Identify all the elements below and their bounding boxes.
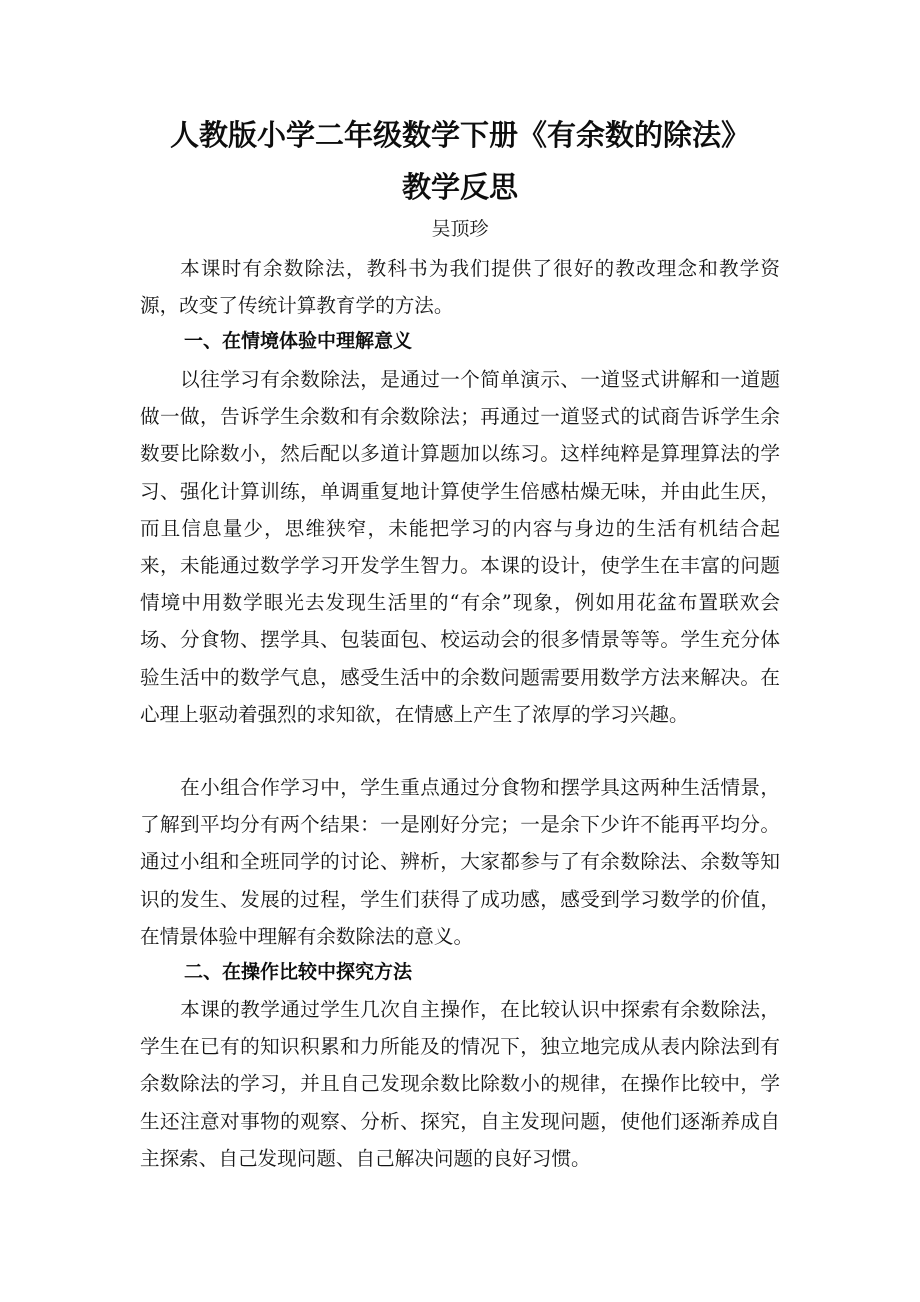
section2-heading: 二、在操作比较中探究方法 xyxy=(184,961,413,983)
document-title-line2: 教学反思 xyxy=(401,170,518,204)
intro-paragraph: 本课时有余数除法，教科书为我们提供了很好的教改理念和教学资源，改变了传统计算教育学的方法。 xyxy=(140,257,780,318)
section2-paragraph-1: 本课的教学通过学生几次自主操作，在比较认识中探索有余数除法，学生在已有的知识积累和力所能及的情况下，独立地完成从表内除法到有余数除法的学习，并且自己发现余数比除数小的规律，在操作比较中，学生还注意对事物的观察、分析、探究，自主发现问题，使他们逐渐养成自主探索、自己发现问题、自己解决问题的良好习惯。 xyxy=(140,998,780,1170)
document-title-line1: 人教版小学二年级数学下册《有余数的除法》 xyxy=(169,118,750,152)
section1-paragraph-2: 在小组合作学习中，学生重点通过分食物和摆学具这两种生活情景，了解到平均分有两个结果：一是刚好分完；一是余下少许不能再平均分。通过小组和全班同学的讨论、辨析，大家都参与了有余数除法、余数等知识的发生、发展的过程，学生们获得了成功感，感受到学习数学的价值，在情景体验中理解有余数除法的意义。 xyxy=(140,776,780,948)
author-name: 吴顶珍 xyxy=(431,218,489,240)
section1-heading: 一、在情境体验中理解意义 xyxy=(184,330,413,352)
section1-paragraph-1: 以往学习有余数除法，是通过一个简单演示、一道竖式讲解和一道题做一做，告诉学生余数和有余数除法；再通过一道竖式的试商告诉学生余数要比除数小，然后配以多道计算题加以练习。这样纯粹是算理算法的学习、强化计算训练，单调重复地计算使学生倍感枯燥无味，并由此生厌，而且信息量少，思维狭窄，未能把学习的内容与身边的生活有机结合起来，未能通过数学学习开发学生智力。本课的设计，使学生在丰富的问题情境中用数学眼光去发现生活里的“有余”现象，例如用花盆布置联欢会场、分食物、摆学具、包装面包、校运动会的很多情景等等。学生充分体验生活中的数学气息，感受生活中的余数问题需要用数学方法来解决。在心理上驱动着强烈的求知欲，在情感上产生了浓厚的学习兴趣。 xyxy=(140,368,780,726)
